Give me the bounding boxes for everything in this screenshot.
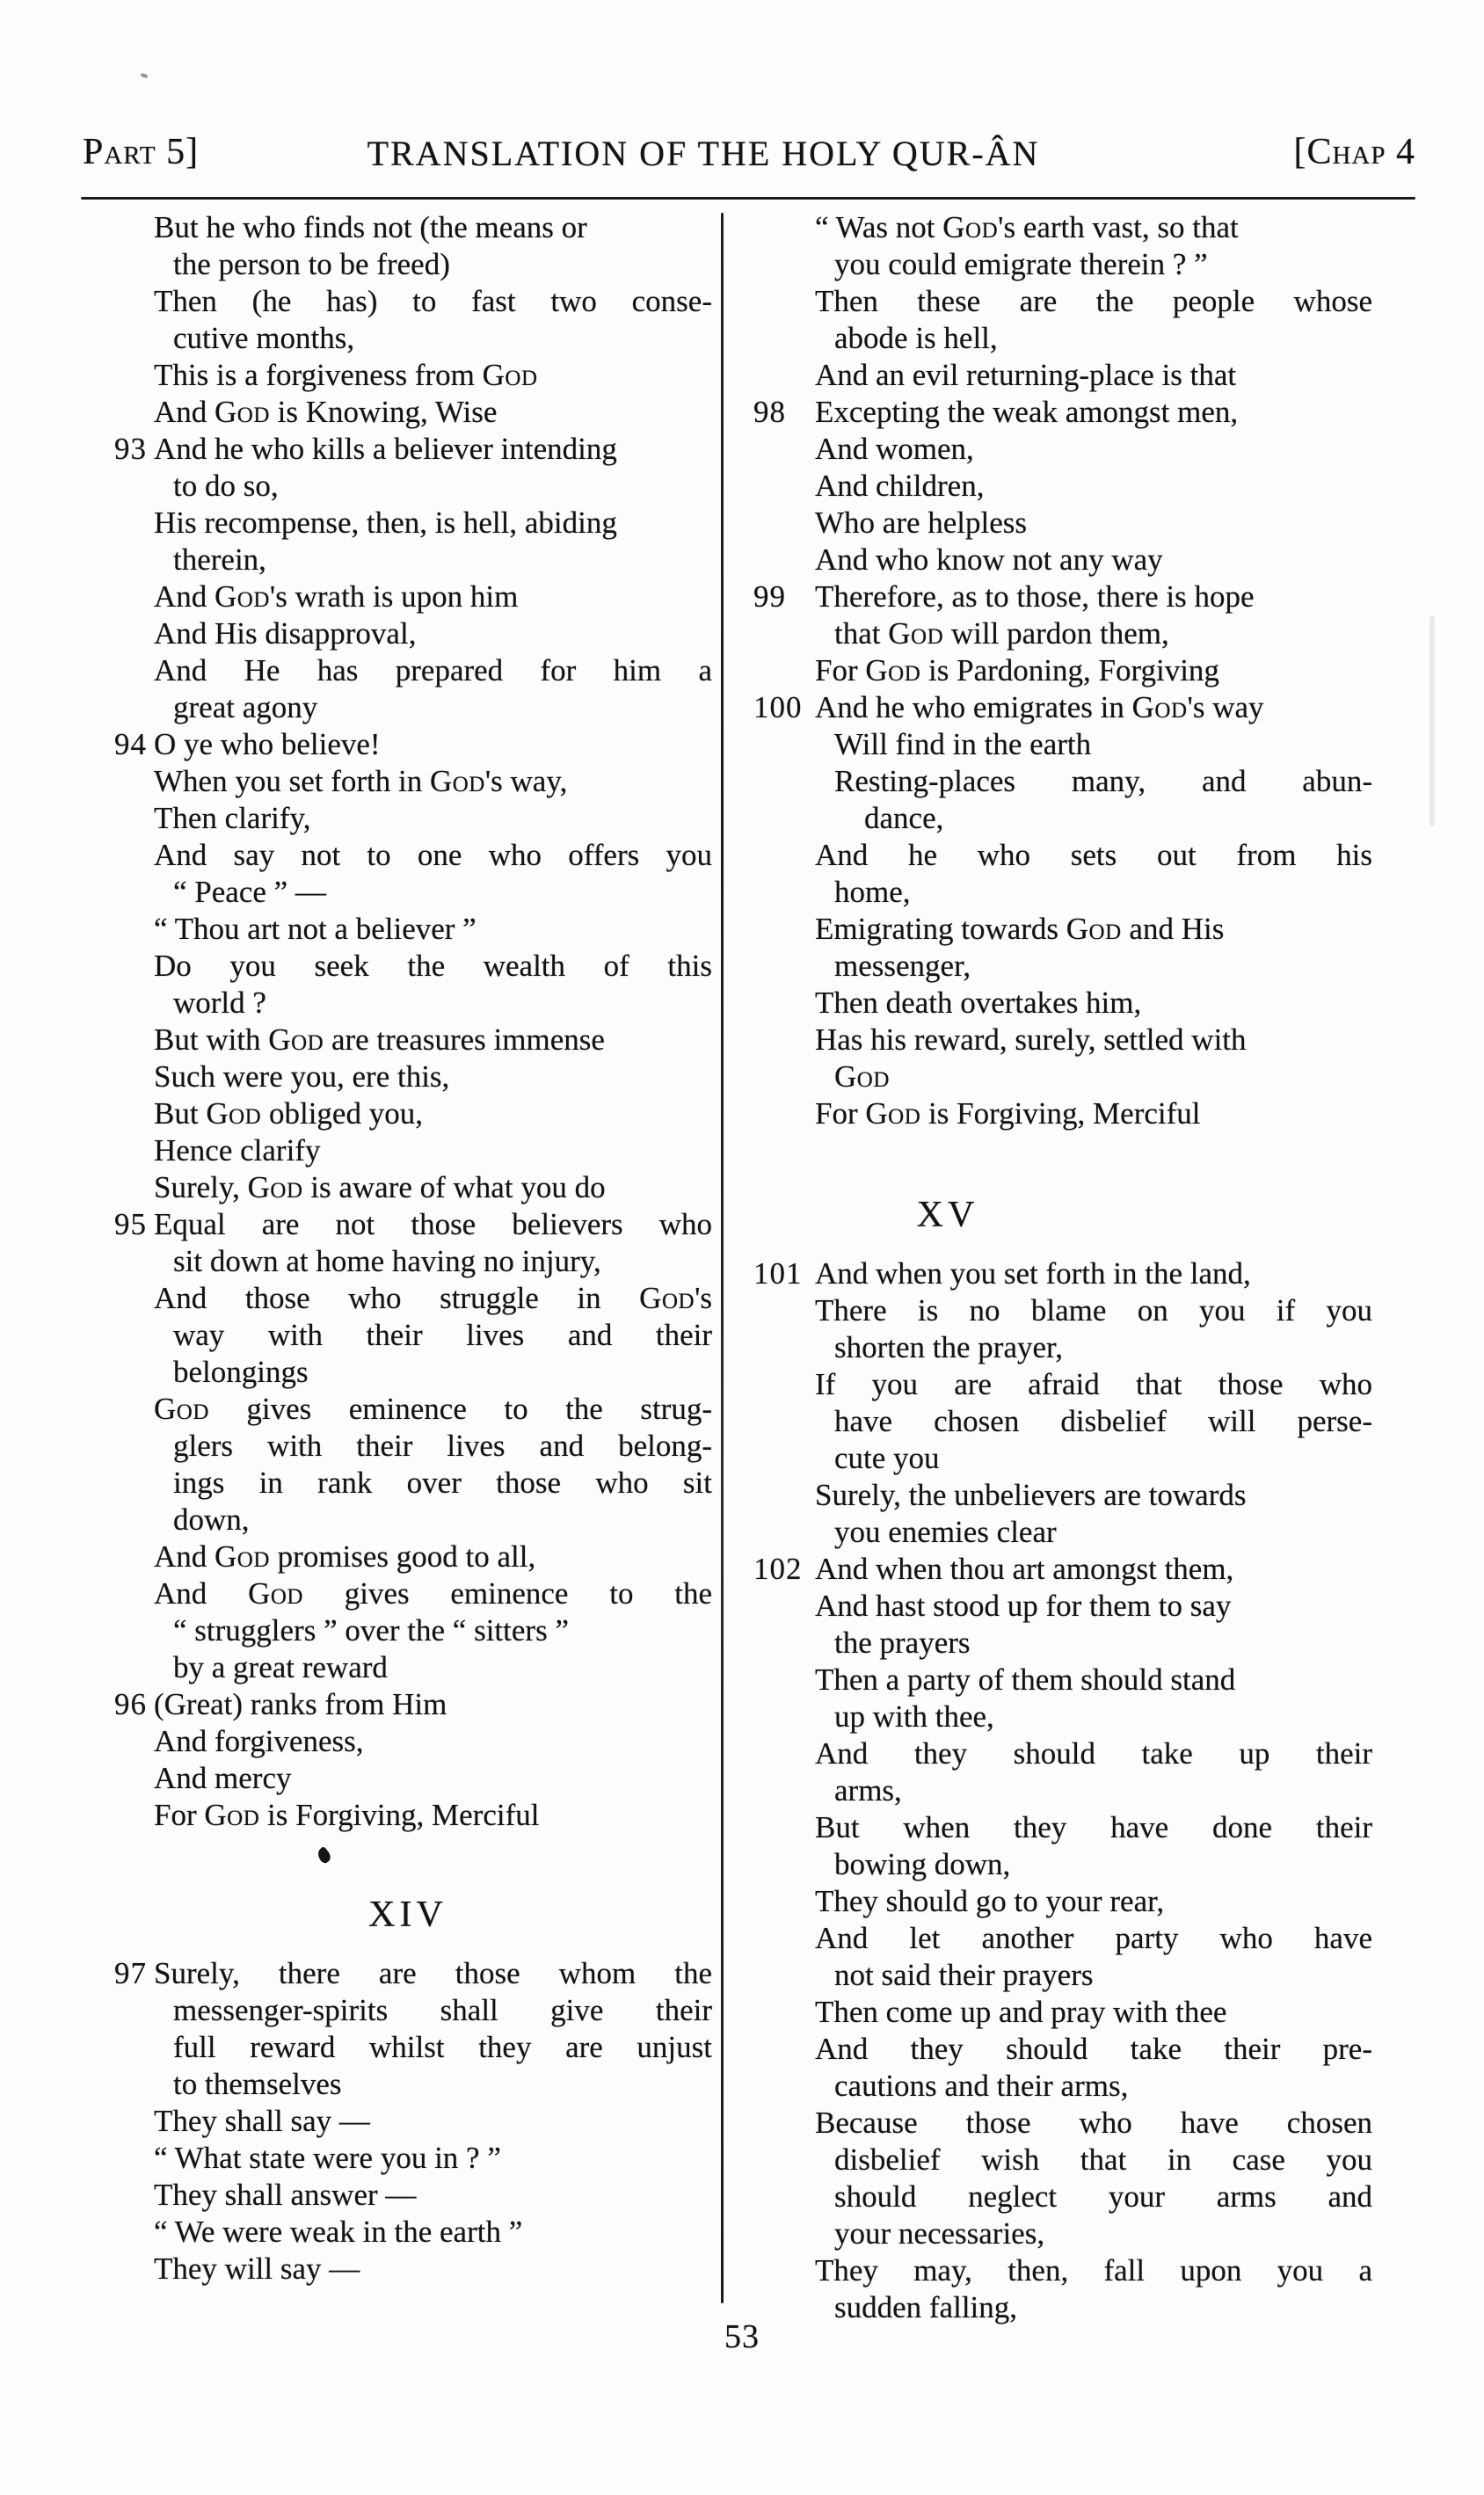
verse-text: the person to be freed) <box>173 247 450 281</box>
header-rule <box>81 197 1415 200</box>
verse-text: But he who finds not (the means or <box>154 210 587 244</box>
verse-line <box>743 948 1372 985</box>
verse-number: 101 <box>753 1256 803 1291</box>
verse-line <box>104 1317 712 1354</box>
verse-text: “ What state were you in ? ” <box>154 2141 501 2175</box>
verse-line <box>104 1992 712 2029</box>
verse-text: ings in rank over those who sit <box>173 1466 712 1500</box>
verse-line <box>104 1538 712 1575</box>
verse-line <box>104 911 712 948</box>
verse-text: And who know not any way <box>815 542 1163 577</box>
deity-name-small-caps: God <box>834 1059 890 1094</box>
verse-number: 94 <box>114 727 147 761</box>
verse-text: glers with their lives and belong- <box>173 1429 712 1463</box>
verse-line <box>743 2179 1372 2215</box>
scan-smudge <box>1429 615 1435 826</box>
column-divider-rule <box>721 213 724 2303</box>
verse-line <box>743 1366 1372 1403</box>
verse-line <box>104 1723 712 1760</box>
verse-text: And they should take up their <box>815 1736 1372 1771</box>
verse-line <box>104 2214 712 2251</box>
verse-line <box>104 1575 712 1612</box>
verse-text: “ strugglers ” over the “ sitters ” <box>173 1613 569 1648</box>
verse-text: Therefore, as to those, there is hope <box>815 579 1255 614</box>
verse-text: And God's wrath is upon him <box>154 579 519 614</box>
verse-text: world ? <box>173 986 266 1020</box>
verse-text: And he who emigrates in God's way <box>815 690 1264 724</box>
deity-name-small-caps: God <box>215 395 270 429</box>
verse-line <box>104 283 712 320</box>
verse-text: full reward whilst they are unjust <box>173 2030 712 2064</box>
verse-line <box>104 1132 712 1169</box>
verse-text: disbelief wish that in case you <box>834 2142 1372 2177</box>
deity-name-small-caps: God <box>248 1576 303 1611</box>
verse-text: When you set forth in God's way, <box>154 764 568 798</box>
deity-name-small-caps: God <box>215 579 270 614</box>
verse-text: And he who sets out from his <box>815 838 1372 872</box>
verse-line <box>743 246 1372 283</box>
verse-text: And children, <box>815 469 985 503</box>
verse-text: to do so, <box>173 469 279 503</box>
verse-text: Surely, the unbelievers are towards <box>815 1478 1247 1512</box>
verse-text: Has his reward, surely, settled with <box>815 1022 1247 1057</box>
verse-line <box>104 985 712 1022</box>
verse-line <box>104 2066 712 2103</box>
verse-line <box>743 1662 1372 1698</box>
verse-text: Hence clarify <box>154 1133 321 1167</box>
verse-text: And when thou art amongst them, <box>815 1552 1234 1586</box>
verse-line <box>104 468 712 505</box>
verse-text: arms, <box>834 1773 902 1808</box>
verse-line <box>104 2177 712 2214</box>
verse-line <box>104 542 712 578</box>
verse-text: But God obliged you, <box>154 1096 423 1131</box>
deity-name-small-caps: God <box>268 1022 324 1057</box>
verse-line <box>104 2103 712 2140</box>
verse-line <box>743 1551 1372 1588</box>
verse-text: bowing down, <box>834 1847 1011 1881</box>
verse-line <box>743 1809 1372 1846</box>
verse-text: that God will pardon them, <box>834 616 1169 651</box>
verse-line <box>743 1772 1372 1809</box>
verse-line <box>104 320 712 357</box>
verse-text: And God gives eminence to the <box>154 1576 713 1611</box>
verse-text: sit down at home having no injury, <box>173 1244 601 1278</box>
verse-text: dance, <box>864 801 944 835</box>
verse-line <box>104 1058 712 1095</box>
verse-text: For God is Pardoning, Forgiving <box>815 653 1219 687</box>
verse-text: Such were you, ere this, <box>154 1059 450 1094</box>
verse-text: cutive months, <box>173 321 355 355</box>
verse-line <box>104 246 712 283</box>
verse-text: Surely, there are those whom the <box>154 1956 712 1990</box>
verse-line <box>743 1058 1372 1095</box>
verse-line <box>743 1735 1372 1772</box>
verse-line <box>743 320 1372 357</box>
verse-line <box>743 2142 1372 2179</box>
header-part-label: Part 5] <box>83 132 200 172</box>
verse-line <box>104 1391 712 1428</box>
deity-name-small-caps: God <box>247 1170 303 1204</box>
verse-text: They shall say — <box>154 2104 370 2138</box>
scan-speck <box>141 73 149 78</box>
verse-line <box>104 1465 712 1502</box>
verse-text: Then clarify, <box>154 801 311 835</box>
verse-text: should neglect your arms and <box>834 2179 1372 2214</box>
verse-line <box>743 1440 1372 1477</box>
right-text-column <box>743 209 1372 2326</box>
verse-text: Because those who have chosen <box>815 2106 1372 2140</box>
verse-line <box>104 1612 712 1649</box>
verse-line <box>743 1588 1372 1625</box>
verse-text: you could emigrate therein ? ” <box>834 247 1208 281</box>
verse-text: And forgiveness, <box>154 1724 364 1758</box>
verse-text: Will find in the earth <box>834 727 1092 761</box>
verse-line <box>104 800 712 837</box>
verse-text: to themselves <box>173 2067 342 2101</box>
verse-text: (Great) ranks from Him <box>154 1687 447 1721</box>
verse-line <box>104 357 712 394</box>
verse-line <box>104 1206 712 1243</box>
verse-text: your necessaries, <box>834 2216 1045 2251</box>
verse-text: And His disapproval, <box>154 616 417 651</box>
verse-text: Then death overtakes him, <box>815 986 1142 1020</box>
verse-text: Then (he has) to fast two conse- <box>154 284 712 318</box>
verse-text: His recompense, then, is hell, abiding <box>154 506 617 540</box>
verse-line <box>743 431 1372 468</box>
header-chapter-label: [Chap 4 <box>1293 132 1415 172</box>
verse-text: They may, then, fall upon you a <box>815 2253 1372 2288</box>
verse-line <box>743 2252 1372 2289</box>
verse-line <box>104 1502 712 1538</box>
verse-line <box>104 726 712 763</box>
verse-line <box>743 1329 1372 1366</box>
verse-number: 98 <box>753 395 786 429</box>
verse-text: have chosen disbelief will perse- <box>834 1404 1372 1438</box>
verse-line <box>743 763 1372 800</box>
verse-text: They should go to your rear, <box>815 1884 1165 1918</box>
verse-line <box>104 874 712 911</box>
verse-text: For God is Forgiving, Merciful <box>815 1096 1201 1131</box>
verse-line <box>104 948 712 985</box>
verse-text: Who are helpless <box>815 506 1028 540</box>
verse-text: up with thee, <box>834 1699 994 1734</box>
verse-text: Surely, God is aware of what you do <box>154 1170 606 1204</box>
verse-text: Then come up and pray with thee <box>815 1995 1227 2029</box>
page-title: TRANSLATION OF THE HOLY QUR-ÂN <box>367 134 1040 173</box>
verse-line <box>743 1920 1372 1957</box>
ornament-icon <box>104 1837 712 1876</box>
verse-line <box>743 468 1372 505</box>
verse-text: therein, <box>173 542 266 577</box>
verse-line <box>104 2140 712 2177</box>
verse-line <box>743 1698 1372 1735</box>
verse-text: messenger-spirits shall give their <box>173 1993 712 2027</box>
deity-name-small-caps: God <box>429 764 485 798</box>
deity-name-small-caps: God <box>942 210 999 244</box>
verse-line <box>104 578 712 615</box>
verse-line <box>104 615 712 652</box>
verse-text: Equal are not those believers who <box>154 1207 712 1241</box>
deity-name-small-caps: God <box>639 1281 695 1315</box>
verse-text: belongings <box>173 1355 309 1389</box>
deity-name-small-caps: God <box>215 1539 270 1574</box>
verse-line <box>104 652 712 689</box>
verse-line <box>104 1169 712 1206</box>
verse-text: And God promises good to all, <box>154 1539 536 1574</box>
verse-text: This is a forgiveness from God <box>154 358 538 392</box>
verse-text: great agony <box>173 690 318 724</box>
section-heading: XV <box>916 1195 979 1235</box>
verse-text: cute you <box>834 1441 940 1475</box>
verse-line <box>743 2105 1372 2142</box>
verse-text: And He has prepared for him a <box>154 653 712 687</box>
verse-text: And he who kills a believer intending <box>154 432 617 466</box>
verse-text: O ye who believe! <box>154 727 381 761</box>
verse-line <box>743 542 1372 578</box>
verse-number: 102 <box>753 1552 803 1586</box>
verse-text: Excepting the weak amongst men, <box>815 395 1239 429</box>
verse-text: Resting-places many, and abun- <box>834 764 1372 798</box>
verse-line <box>104 505 712 542</box>
deity-name-small-caps: God <box>204 1798 260 1832</box>
verse-line <box>104 1095 712 1132</box>
verse-line <box>743 2031 1372 2068</box>
verse-text: abode is hell, <box>834 321 998 355</box>
verse-line <box>743 911 1372 948</box>
verse-line <box>743 985 1372 1022</box>
verse-line <box>743 1957 1372 1994</box>
verse-text: cautions and their arms, <box>834 2069 1129 2103</box>
verse-text: Emigrating towards God and His <box>815 912 1225 946</box>
verse-text: down, <box>173 1502 250 1537</box>
verse-line <box>104 1760 712 1797</box>
verse-line <box>104 837 712 874</box>
verse-text: God gives eminence to the strug- <box>154 1392 712 1426</box>
deity-name-small-caps: God <box>482 358 538 392</box>
verse-text: And mercy <box>154 1761 292 1795</box>
verse-line <box>743 394 1372 431</box>
verse-text: And those who struggle in God's <box>154 1281 712 1315</box>
verse-line <box>743 1514 1372 1551</box>
verse-number: 96 <box>114 1687 147 1721</box>
verse-line <box>743 1994 1372 2031</box>
verse-line <box>104 763 712 800</box>
verse-line <box>104 1797 712 1834</box>
verse-line <box>743 505 1372 542</box>
verse-number: 93 <box>114 432 147 466</box>
verse-text: And when you set forth in the land, <box>815 1256 1251 1291</box>
deity-name-small-caps: God <box>1066 912 1122 946</box>
page-number: 53 <box>724 2318 760 2355</box>
left-text-column <box>104 209 712 2288</box>
verse-line <box>104 1428 712 1465</box>
verse-text: way with their lives and their <box>173 1318 712 1352</box>
verse-text: And hast stood up for them to say <box>815 1589 1232 1623</box>
verse-line <box>743 209 1372 246</box>
verse-line <box>743 874 1372 911</box>
verse-line <box>743 689 1372 726</box>
verse-text: They shall answer — <box>154 2178 417 2212</box>
verse-number: 99 <box>753 579 786 614</box>
verse-line <box>743 2215 1372 2252</box>
verse-text: messenger, <box>834 949 971 983</box>
verse-line <box>743 1477 1372 1514</box>
deity-name-small-caps: God <box>865 1096 921 1131</box>
verse-line <box>743 1403 1372 1440</box>
verse-line <box>104 2029 712 2066</box>
verse-text: home, <box>834 875 911 909</box>
verse-line <box>743 1095 1372 1132</box>
verse-line <box>743 652 1372 689</box>
verse-text: Then a party of them should stand <box>815 1662 1236 1697</box>
verse-line <box>104 1686 712 1723</box>
verse-line <box>743 837 1372 874</box>
verse-line <box>743 1846 1372 1883</box>
verse-text: If you are afraid that those who <box>815 1367 1372 1401</box>
verse-text: “ We were weak in the earth ” <box>154 2215 523 2249</box>
verse-text: sudden falling, <box>834 2290 1018 2324</box>
verse-text: the prayers <box>834 1626 971 1660</box>
verse-text: And let another party who have <box>815 1921 1372 1955</box>
verse-line <box>104 2251 712 2288</box>
verse-line <box>743 1883 1372 1920</box>
verse-text: you enemies clear <box>834 1515 1057 1549</box>
verse-text: not said their prayers <box>834 1958 1094 1992</box>
verse-text: Do you seek the wealth of this <box>154 949 712 983</box>
section-heading: XIV <box>368 1895 447 1935</box>
verse-line <box>743 1292 1372 1329</box>
verse-line <box>104 394 712 431</box>
verse-line <box>743 578 1372 615</box>
verse-text: For God is Forgiving, Merciful <box>154 1798 540 1832</box>
verse-line <box>104 1955 712 1992</box>
verse-number: 95 <box>114 1207 147 1241</box>
verse-line <box>743 283 1372 320</box>
verse-line <box>743 2068 1372 2105</box>
verse-line <box>104 1243 712 1280</box>
verse-line <box>743 357 1372 394</box>
verse-text: shorten the prayer, <box>834 1330 1064 1364</box>
verse-text <box>834 1059 890 1094</box>
verse-text: “ Thou art not a believer ” <box>154 912 476 946</box>
verse-number: 100 <box>753 690 803 724</box>
verse-text: And women, <box>815 432 974 466</box>
verse-text: “ Peace ” — <box>173 875 326 909</box>
verse-line <box>104 689 712 726</box>
deity-name-small-caps: God <box>206 1096 262 1131</box>
verse-number: 97 <box>114 1956 147 1990</box>
verse-text: And an evil returning-place is that <box>815 358 1237 392</box>
verse-text: There is no blame on you if you <box>815 1293 1372 1328</box>
verse-text: But with God are treasures immense <box>154 1022 605 1057</box>
deity-name-small-caps: God <box>1131 690 1188 724</box>
verse-line <box>104 209 712 246</box>
verse-text: And God is Knowing, Wise <box>154 395 498 429</box>
verse-text: But when they have done their <box>815 1810 1372 1844</box>
verse-line <box>104 1022 712 1058</box>
verse-line <box>104 431 712 468</box>
verse-line <box>104 1280 712 1317</box>
verse-text: “ Was not God's earth vast, so that <box>815 210 1239 244</box>
deity-name-small-caps: God <box>865 653 921 687</box>
verse-line <box>104 1649 712 1686</box>
verse-line <box>743 1255 1372 1292</box>
verse-text: They will say — <box>154 2251 360 2286</box>
verse-line <box>743 1022 1372 1058</box>
verse-text: Then these are the people whose <box>815 284 1372 318</box>
verse-text: And say not to one who offers you <box>154 838 712 872</box>
verse-line <box>743 800 1372 837</box>
deity-name-small-caps: God <box>154 1392 209 1426</box>
verse-text: by a great reward <box>173 1650 388 1684</box>
verse-line <box>743 726 1372 763</box>
verse-line <box>104 1354 712 1391</box>
verse-text: And they should take their pre- <box>815 2032 1372 2066</box>
deity-name-small-caps: God <box>888 616 944 651</box>
verse-line <box>743 615 1372 652</box>
verse-line <box>743 1625 1372 1662</box>
